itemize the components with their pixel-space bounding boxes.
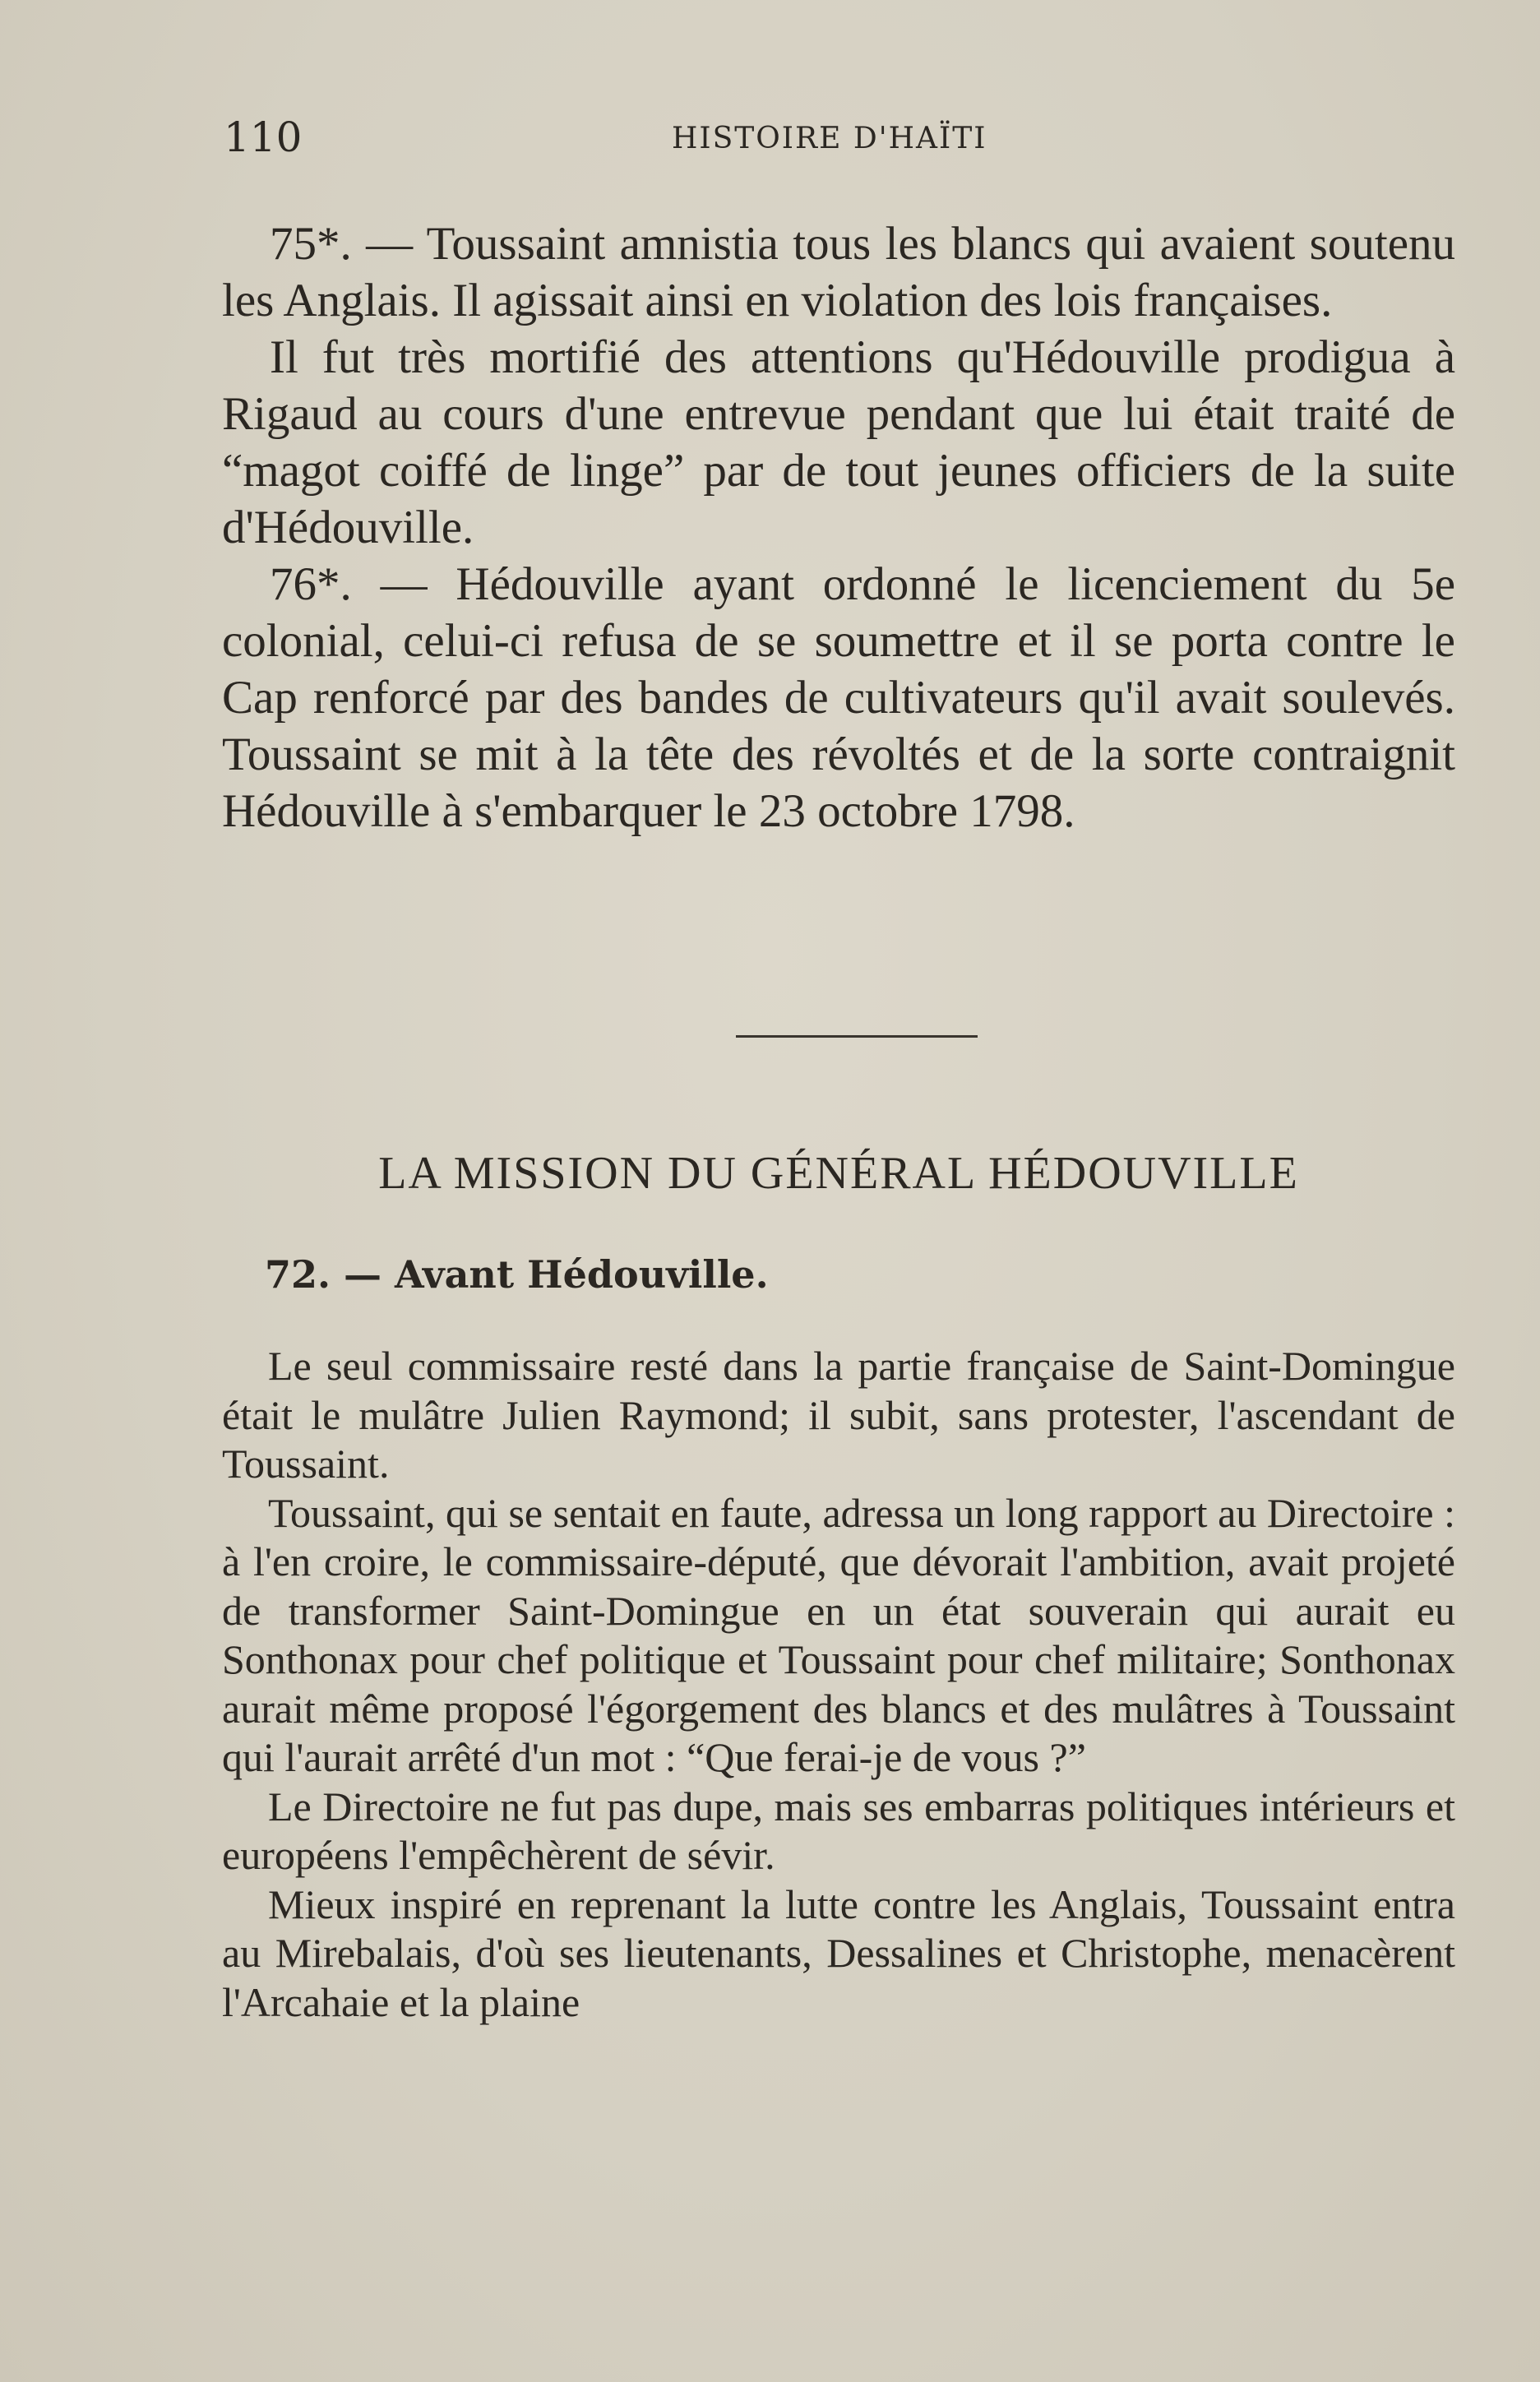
subheading-72: 72. — Avant Hédouville.: [265, 1252, 769, 1297]
section-a-text: [222, 215, 1455, 839]
page-number: 110: [224, 113, 303, 161]
page-header: [224, 113, 1457, 171]
paragraph-rapport: Toussaint, qui se sentait en faute, adressa un long rapport au Directoire : à l'en croire, le commissaire-député, que dévorait l'ambition, avait projeté de transformer Saint-Domingue en un état souverain qui aurait eu Sonthonax pour chef politique et Toussaint pour chef militaire; Sonthonax aurait même proposé l'égorgement des blancs et des mulâtres à Toussaint qui l'aurait arrêté d'un mot : “Que ferai-je de vous ?”: [222, 1489, 1455, 1780]
paragraph-rigaud: Il fut très mortifié des attentions qu'Hédouville prodigua à Rigaud au cours d'une entrevue pendant que lui était traité de “magot coiffé de linge” par de tout jeunes officiers de la suite d'Hédouville.: [222, 331, 1455, 553]
paragraph-raymond: Le seul commissaire resté dans la partie française de Saint-Domingue était le mulâtre Julien Raymond; il subit, sans protester, l'ascendant de Toussaint.: [222, 1343, 1455, 1487]
section-divider: [736, 1035, 978, 1038]
running-title: HISTOIRE D'HAÏTI: [672, 122, 987, 155]
paragraph-75: 75*. — Toussaint amnistia tous les blancs qui avaient soutenu les Anglais. Il agissait ainsi en violation des lois françaises.: [222, 218, 1455, 326]
section-b-text: [222, 1342, 1455, 2027]
paragraph-76: 76*. — Hédouville ayant ordonné le licenciement du 5e colonial, celui-ci refusa de se soumettre et il se porta contre le Cap renforcé par des bandes de cultivateurs qu'il avait soulevés. Toussaint se mit à la tête des révoltés et de la sorte contraignit Hédouville à s'embarquer le 23 octobre 1798.: [222, 558, 1455, 837]
paragraph-directoire: Le Directoire ne fut pas dupe, mais ses embarras politiques intérieurs et européens l'empêchèrent de sévir.: [222, 1783, 1455, 1878]
paragraph-mirebalais: Mieux inspiré en reprenant la lutte contre les Anglais, Toussaint entra au Mirebalais, d'où ses lieutenants, Dessalines et Christophe, menacèrent l'Arcahaie et la plaine: [222, 1880, 1455, 2025]
section-title: LA MISSION DU GÉNÉRAL HÉDOUVILLE: [378, 1148, 1299, 1199]
